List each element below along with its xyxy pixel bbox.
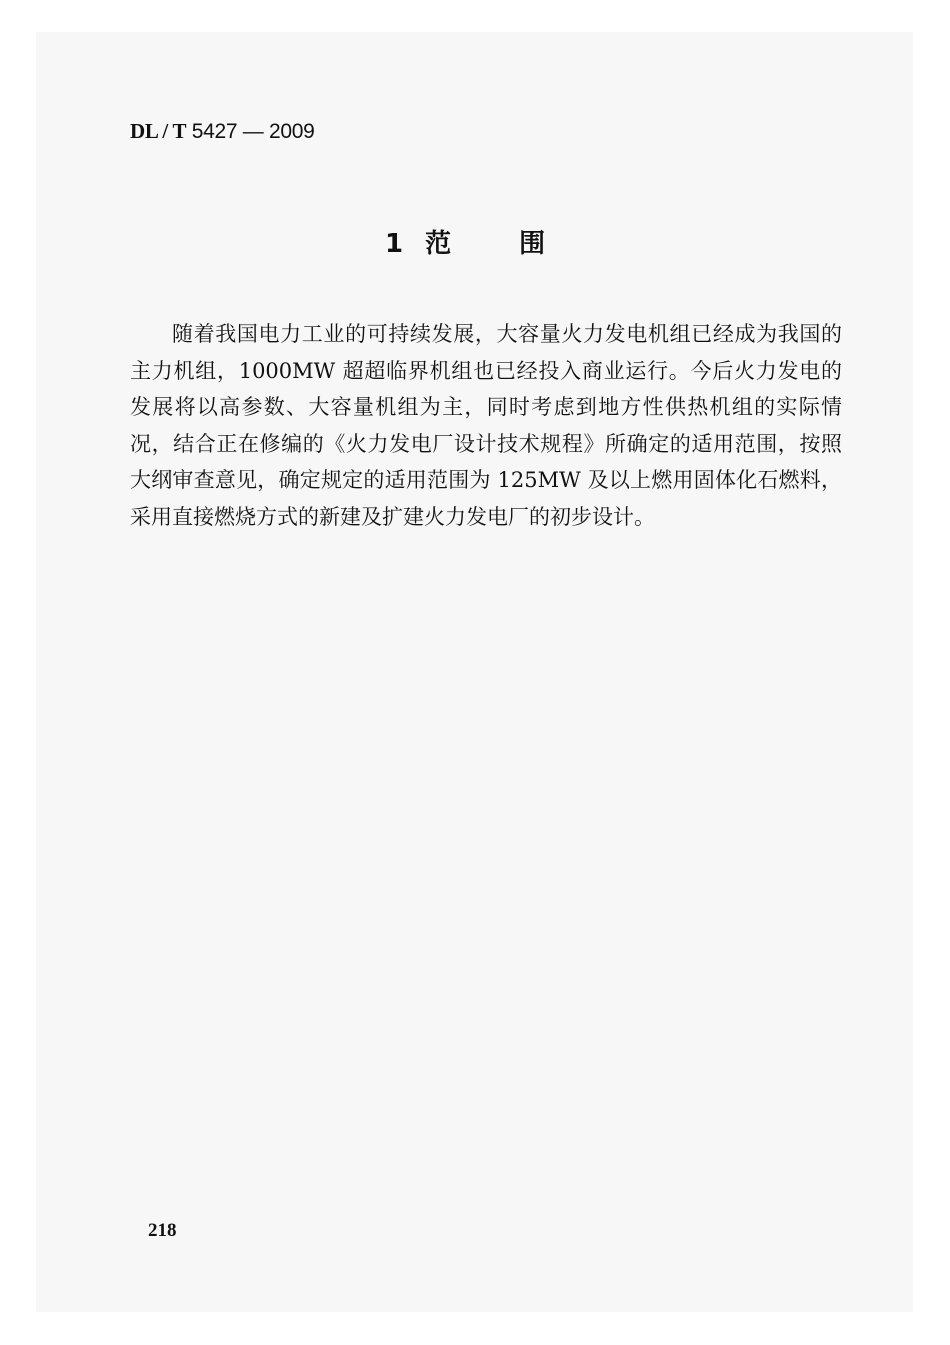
page-sheet <box>36 32 913 1312</box>
section-title-char-2: 围 <box>519 229 546 259</box>
section-title <box>385 225 545 263</box>
standard-number: 5427 — 2009 <box>186 120 315 143</box>
body-paragraph: 随着我国电力工业的可持续发展，大容量火力发电机组已经成为我国的主力机组，1000MW 超超临界机组也已经投入商业运行。今后火力发电的发展将以高参数、大容量机组为主，同时考虑到地方性供热机组的实际情况，结合正在修编的《火力发电厂设计技术规程》所确定的适用范围，按照大纲审查意见，确定规定的适用范围为 125MW 及以上燃用固体化石燃料，采用直接燃烧方式的新建及扩建火力发电厂的初步设计。 <box>130 322 842 529</box>
section-title-char-1: 范 <box>425 229 452 259</box>
standard-code-header <box>130 116 315 147</box>
section-number: 1 <box>385 229 404 259</box>
standard-prefix: DL / T <box>130 119 187 143</box>
page-number: 218 <box>148 1220 177 1241</box>
